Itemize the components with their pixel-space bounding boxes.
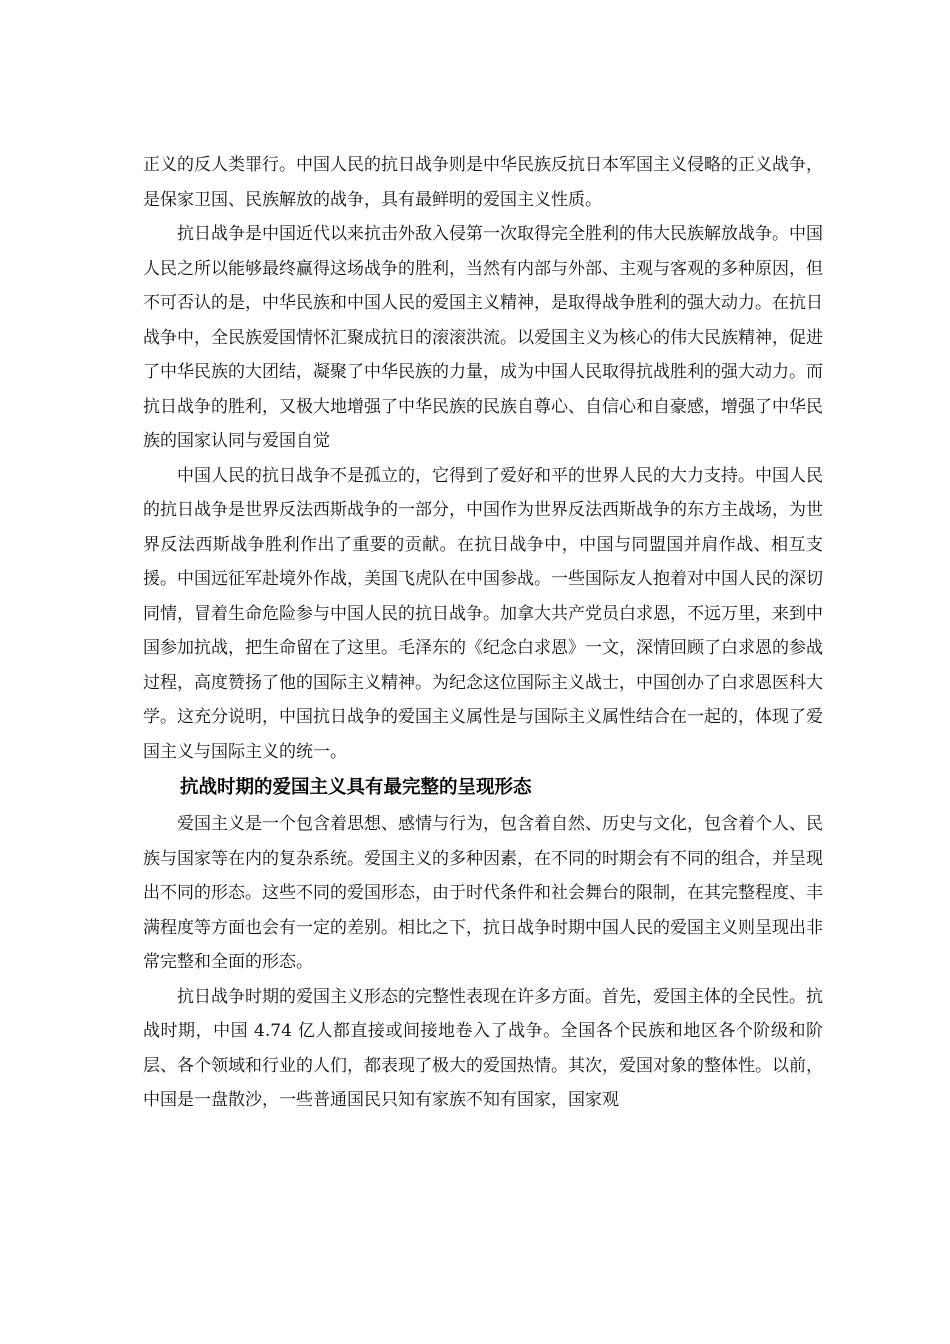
section-heading: 抗战时期的爱国主义具有最完整的呈现形态 (180, 777, 532, 798)
paragraph-international-support: 中国人民的抗日战争不是孤立的，它得到了爱好和平的世界人民的大力支持。中国人民的抗日战争是世界反法西斯战争的一部分，中国作为世界反法西斯战争的东方主战场，为世界反法西斯战争胜利作出了重要的贡献。在抗日战争中，中国与同盟国并肩作战、相互支援。中国远征军赴境外作战，美国飞虎队在中国参战。一些国际友人抱着对中国人民的深切同情，冒着生命危险参与中国人民的抗日战争。加拿大共产党员白求恩，不远万里，来到中国参加抗战，把生命留在了这里。毛泽东的《纪念白求恩》一文，深情回顾了白求恩的参战过程，高度赞扬了他的国际主义精神。为纪念这位国际主义战士，中国创办了白求恩医科大学。这充分说明，中国抗日战争的爱国主义属性是与国际主义属性结合在一起的，体现了爱国主义与国际主义的统一。 (143, 465, 823, 762)
paragraph-war-victory: 抗日战争是中国近代以来抗击外敌入侵第一次取得完全胜利的伟大民族解放战争。中国人民之所以能够最终赢得这场战争的胜利，当然有内部与外部、主观与客观的多种原因，但不可否认的是，中华民族和中国人民的爱国主义精神，是取得战争胜利的强大动力。在抗日战争中，全民族爱国情怀汇聚成抗日的滚滚洪流。以爱国主义为核心的伟大民族精神，促进了中华民族的大团结，凝聚了中华民族的力量，成为中国人民取得抗战胜利的强大动力。而抗日战争的胜利，又极大地增强了中华民族的民族自尊心、自信心和自豪感，增强了中华民族的国家认同与爱国自觉 (143, 224, 823, 451)
paragraph-continued: 正义的反人类罪行。中国人民的抗日战争则是中华民族反抗日本军国主义侵略的正义战争，是保家卫国、民族解放的战争，具有最鲜明的爱国主义性质。 (143, 155, 823, 210)
paragraph-patriotism-system: 爱国主义是一个包含着思想、感情与行为，包含着自然、历史与文化，包含着个人、民族与国家等在内的复杂系统。爱国主义的多种因素，在不同的时期会有不同的组合，并呈现出不同的形态。这些不同的爱国形态，由于时代条件和社会舞台的限制，在其完整程度、丰满程度等方面也会有一定的差别。相比之下，抗日战争时期中国人民的爱国主义则呈现出非常完整和全面的形态。 (143, 814, 823, 972)
paragraph-patriotism-completeness: 抗日战争时期的爱国主义形态的完整性表现在许多方面。首先，爱国主体的全民性。抗战时期，中国 4.74 亿人都直接或间接地卷入了战争。全国各个民族和地区各个阶级和阶层、各个领域和行业的人们，都表现了极大的爱国热情。其次，爱国对象的整体性。以前，中国是一盘散沙，一些普通国民只知有家族不知有国家，国家观 (143, 986, 823, 1110)
document-body (143, 148, 823, 1118)
